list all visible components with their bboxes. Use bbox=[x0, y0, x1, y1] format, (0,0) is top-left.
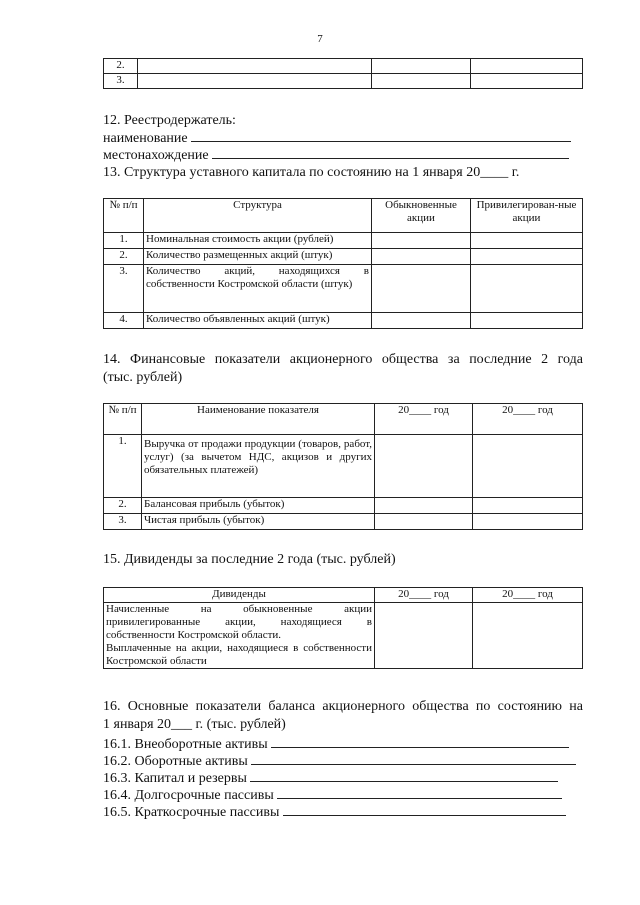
row-label: Количество размещенных акций (штук) bbox=[144, 249, 372, 265]
s16-item-label: 16.3. Капитал и резервы bbox=[103, 771, 247, 786]
table-row bbox=[104, 233, 583, 249]
s16-heading-line1: 16. Основные показатели баланса акционерного общества по состоянию на bbox=[103, 699, 583, 714]
col-header-dividends: Дивиденды bbox=[104, 588, 375, 603]
table-header-row bbox=[104, 404, 583, 435]
row-label: Количество объявленных акций (штук) bbox=[144, 313, 372, 329]
paid-dividends-text: Выплаченные на акции, находящиеся в собственности Костромской области bbox=[106, 642, 372, 667]
row-label: Количество акций, находящихся в собственности Костромской области (штук) bbox=[144, 265, 372, 313]
row-number: 1. bbox=[104, 233, 144, 249]
s16-item-row bbox=[103, 735, 583, 753]
table-row bbox=[104, 603, 583, 669]
row-number: 1. bbox=[104, 435, 142, 498]
s12-name-blank[interactable] bbox=[191, 129, 571, 142]
dividends-table bbox=[103, 587, 583, 669]
s16-item-row bbox=[103, 769, 583, 787]
row-label: Номинальная стоимость акции (рублей) bbox=[144, 233, 372, 249]
accrued-dividends-text: Начисленные на обыкновенные акции привилегированные акции, находящиеся в собственности Костромской области. bbox=[106, 603, 372, 641]
table-row bbox=[104, 498, 583, 514]
s16-item-row bbox=[103, 752, 583, 770]
col-header-year1: 20____ год bbox=[375, 404, 473, 435]
s16-item-row bbox=[103, 786, 583, 804]
row-number: 3. bbox=[104, 74, 138, 89]
s16-item-label: 16.1. Внеоборотные активы bbox=[103, 737, 268, 752]
col-header-number: № п/п bbox=[104, 199, 144, 233]
col-header-year1: 20____ год bbox=[375, 588, 473, 603]
s13-heading: 13. Структура уставного капитала по состоянию на 1 января 20____ г. bbox=[103, 165, 520, 180]
page-number: 7 bbox=[317, 33, 323, 45]
table-row bbox=[104, 249, 583, 265]
s12-heading: 12. Реестродержатель: bbox=[103, 113, 236, 128]
table-row bbox=[104, 74, 583, 89]
table-header-row bbox=[104, 199, 583, 233]
s16-item-label: 16.4. Долгосрочные пассивы bbox=[103, 788, 274, 803]
s16-item-blank[interactable] bbox=[277, 786, 562, 799]
s12-name-row bbox=[103, 129, 583, 147]
row-number: 2. bbox=[104, 498, 142, 514]
table-row bbox=[104, 514, 583, 530]
s16-item-label: 16.5. Краткосрочные пассивы bbox=[103, 805, 280, 820]
table-row bbox=[104, 265, 583, 313]
s16-item-row bbox=[103, 803, 583, 821]
s16-item-blank[interactable] bbox=[271, 735, 569, 748]
s12-location-label: местонахождение bbox=[103, 148, 209, 163]
continued-table bbox=[103, 58, 583, 89]
capital-structure-table bbox=[103, 198, 583, 329]
col-header-preferred: Привилегирован-ные акции bbox=[471, 199, 583, 233]
s16-item-blank[interactable] bbox=[250, 769, 558, 782]
row-number: 3. bbox=[104, 265, 144, 313]
row-number: 2. bbox=[104, 59, 138, 74]
s12-location-blank[interactable] bbox=[212, 146, 569, 159]
s14-heading-line2: (тыс. рублей) bbox=[103, 370, 183, 385]
col-header-year2: 20____ год bbox=[473, 404, 583, 435]
s14-heading-line1: 14. Финансовые показатели акционерного общества за последние 2 года bbox=[103, 352, 583, 367]
s16-item-blank[interactable] bbox=[251, 752, 576, 765]
table-row bbox=[104, 313, 583, 329]
col-header-number: № п/п bbox=[104, 404, 142, 435]
col-header-year2: 20____ год bbox=[473, 588, 583, 603]
col-header-structure: Структура bbox=[144, 199, 372, 233]
col-header-ordinary: Обыкновенные акции bbox=[372, 199, 471, 233]
table-row bbox=[104, 435, 583, 498]
s12-location-row bbox=[103, 146, 583, 164]
row-label: Балансовая прибыль (убыток) bbox=[142, 498, 375, 514]
s16-heading-line2: 1 января 20___ г. (тыс. рублей) bbox=[103, 717, 286, 732]
col-header-indicator: Наименование показателя bbox=[142, 404, 375, 435]
row-number: 4. bbox=[104, 313, 144, 329]
row-number: 3. bbox=[104, 514, 142, 530]
table-header-row bbox=[104, 588, 583, 603]
table-row bbox=[104, 59, 583, 74]
s16-item-label: 16.2. Оборотные активы bbox=[103, 754, 248, 769]
row-label: Выручка от продажи продукции (товаров, работ, услуг) (за вычетом НДС, акцизов и других обязательных платежей) bbox=[142, 435, 375, 498]
dividends-cell bbox=[104, 603, 375, 669]
row-label: Чистая прибыль (убыток) bbox=[142, 514, 375, 530]
s16-item-blank[interactable] bbox=[283, 803, 566, 816]
s12-name-label: наименование bbox=[103, 131, 188, 146]
s15-heading: 15. Дивиденды за последние 2 года (тыс. рублей) bbox=[103, 552, 396, 567]
row-number: 2. bbox=[104, 249, 144, 265]
financial-indicators-table bbox=[103, 403, 583, 530]
